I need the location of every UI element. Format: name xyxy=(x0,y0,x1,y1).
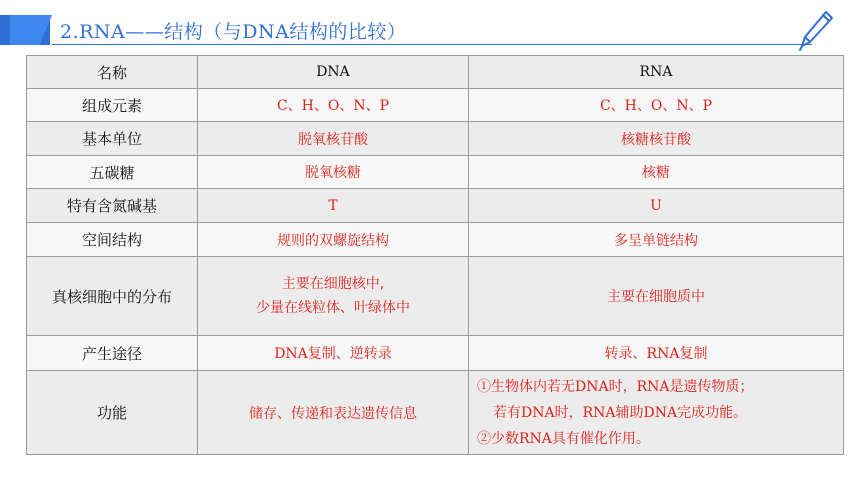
dna-cell: 脱氧核苷酸 xyxy=(198,122,469,156)
section-title: 2.RNA——结构（与DNA结构的比较） xyxy=(60,21,407,43)
dna-cell-line: 主要在细胞核中, xyxy=(281,276,385,292)
dna-cell: DNA复制、逆转录 xyxy=(198,336,469,371)
dna-cell xyxy=(198,257,469,336)
table-header-row xyxy=(27,56,844,89)
table-row xyxy=(27,156,844,189)
pen-icon xyxy=(796,8,836,52)
rna-cell: 核糖核苷酸 xyxy=(469,122,844,156)
table-row xyxy=(27,122,844,156)
table-row xyxy=(27,223,844,257)
rna-cell: U xyxy=(469,189,844,223)
row-label: 特有含氮碱基 xyxy=(27,189,198,223)
table-row xyxy=(27,89,844,122)
table-row xyxy=(27,336,844,371)
rna-cell: C、H、O、N、P xyxy=(469,89,844,122)
rna-function-line: ②少数RNA具有催化作用。 xyxy=(477,430,650,447)
table-row xyxy=(27,371,844,455)
dna-cell: 储存、传递和表达遗传信息 xyxy=(198,371,469,455)
rna-cell: 转录、RNA复制 xyxy=(469,336,844,371)
rna-cell xyxy=(469,371,844,455)
dna-cell-line: 少量在线粒体、叶绿体中 xyxy=(256,300,410,316)
dna-cell: T xyxy=(198,189,469,223)
rna-function-line: ①生物体内若无DNA时，RNA是遗传物质； xyxy=(477,378,754,395)
dna-cell: 脱氧核糖 xyxy=(198,156,469,189)
rna-cell: 多呈单链结构 xyxy=(469,223,844,257)
dna-rna-comparison-table xyxy=(26,55,844,455)
row-label: 产生途径 xyxy=(27,336,198,371)
column-header-rna: RNA xyxy=(469,56,844,89)
header-underline xyxy=(52,44,812,45)
dna-cell: 规则的双螺旋结构 xyxy=(198,223,469,257)
row-label: 功能 xyxy=(27,371,198,455)
row-label: 空间结构 xyxy=(27,223,198,257)
rna-cell: 主要在细胞质中 xyxy=(469,257,844,336)
row-label: 真核细胞中的分布 xyxy=(27,257,198,336)
dna-cell: C、H、O、N、P xyxy=(198,89,469,122)
section-header xyxy=(0,15,800,45)
table-row xyxy=(27,257,844,336)
row-label: 组成元素 xyxy=(27,89,198,122)
row-label: 基本单位 xyxy=(27,122,198,156)
column-header-name: 名称 xyxy=(27,56,198,89)
rna-function-line: 若有DNA时，RNA辅助DNA完成功能。 xyxy=(493,404,748,421)
rna-cell: 核糖 xyxy=(469,156,844,189)
table-row xyxy=(27,189,844,223)
column-header-dna: DNA xyxy=(198,56,469,89)
row-label: 五碳糖 xyxy=(27,156,198,189)
